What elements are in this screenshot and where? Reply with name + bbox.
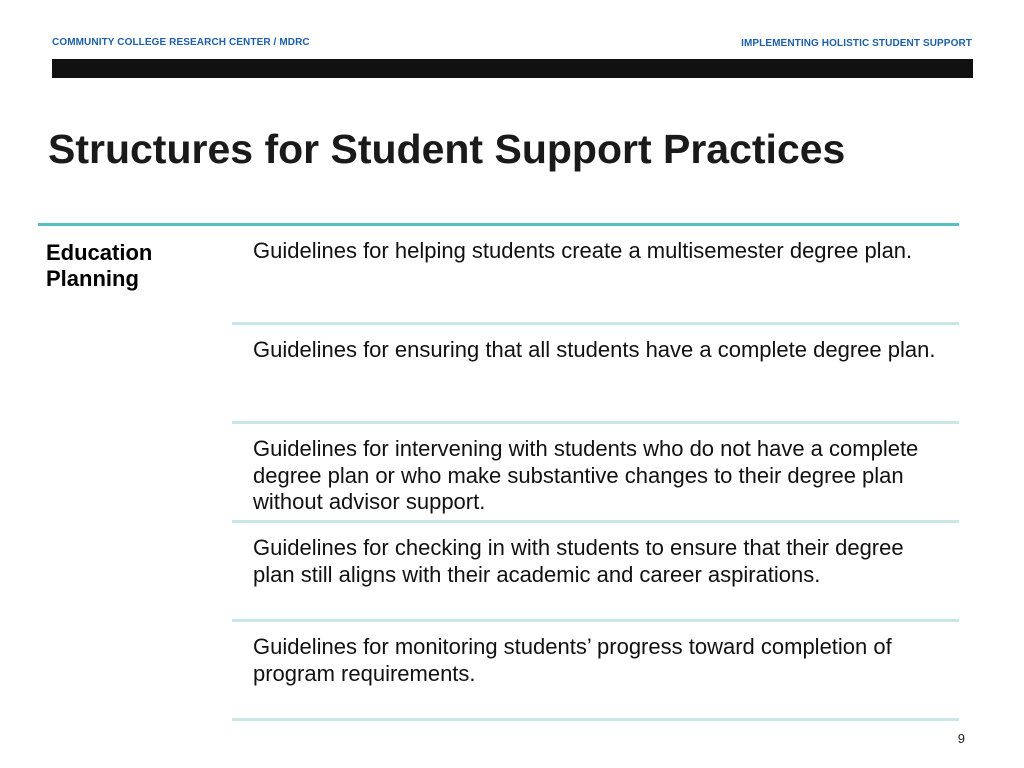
guideline-row (232, 325, 959, 424)
category-label: Education Planning (46, 240, 153, 291)
guideline-row (232, 523, 959, 622)
slide-title: Structures for Student Support Practices (48, 126, 846, 172)
header-bar (52, 59, 973, 78)
header-organization: COMMUNITY COLLEGE RESEARCH CENTER / MDRC (52, 37, 310, 48)
guideline-row (232, 424, 959, 523)
header-report-title: IMPLEMENTING HOLISTIC STUDENT SUPPORT (741, 38, 972, 49)
guideline-text: Guidelines for ensuring that all students have a complete degree plan. (253, 337, 936, 362)
guideline-text: Guidelines for monitoring students’ progress toward completion of program requirements. (253, 634, 892, 686)
guideline-text: Guidelines for intervening with students who do not have a complete degree plan or who make substantive changes to their degree plan without advisor support. (253, 436, 919, 514)
guideline-text: Guidelines for helping students create a multisemester degree plan. (253, 238, 913, 263)
guidelines-list (232, 226, 959, 721)
guideline-text: Guidelines for checking in with students to ensure that their degree plan still aligns with their academic and career aspirations. (253, 535, 904, 587)
guideline-row (232, 622, 959, 721)
page-number: 9 (957, 731, 965, 746)
guideline-row (232, 226, 959, 325)
